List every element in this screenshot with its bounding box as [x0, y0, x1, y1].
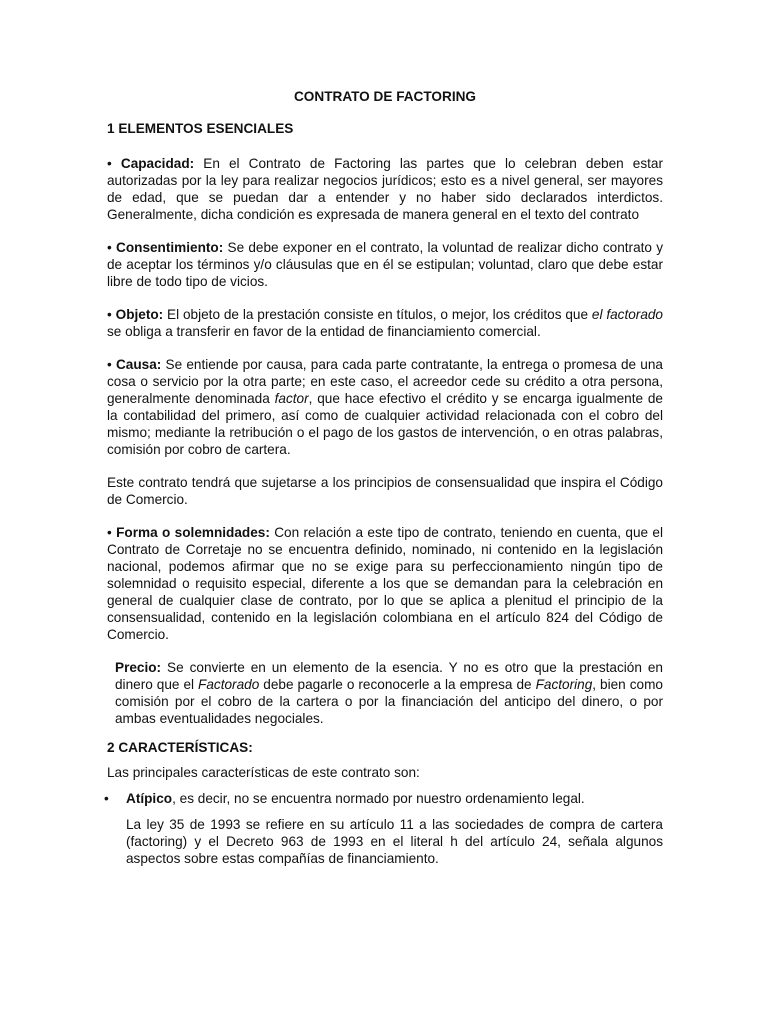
text-consentimiento: Se debe exponer en el contrato, la voluntad de realizar dicho contrato y de aceptar los términos y/o cláusulas que en él se estipulan; voluntad, claro que debe estar libre de todo tipo de vicios.	[107, 240, 664, 289]
text-forma: Con relación a este tipo de contrato, teniendo en cuenta, que el Contrato de Corretaje no se encuentra definido, nominado, ni contenido en la legislación nacional, podemos afirmar que no se exige para su perfeccionamiento ningún tipo de solemnidad o requisito especial, diferente a los que se demandan para la celebración en general de cualquier clase de contrato, por lo que se aplica a plenitud el principio de la consensualidad, contenido en la legislación colombiana en el artículo 824 del Código de Comercio.	[107, 525, 663, 642]
paragraph-causa	[107, 356, 663, 458]
paragraph-precio	[107, 659, 663, 727]
paragraph-forma	[107, 524, 663, 643]
text-atipico: , es decir, no se encuentra normado por nuestro ordenamiento legal.	[172, 791, 585, 806]
term-objeto: Objeto:	[115, 307, 164, 322]
bullet-marker: •	[107, 240, 112, 255]
section-heading-caracteristicas: 2 CARACTERÍSTICAS:	[107, 740, 253, 755]
term-consentimiento: Consentimiento:	[116, 240, 224, 255]
document-title: CONTRATO DE FACTORING	[293, 89, 476, 104]
bullet-marker: •	[104, 791, 109, 806]
text-causa-b: , que hace efectivo el crédito y se encarga igualmente de la contabilidad del primero, así como de cualquier actividad relacionada con el cobro del mismo; mediante la retribución o el pago de los gastos de intervención, o en otras palabras, comisión por cobro de cartera.	[107, 391, 663, 457]
term-forma: Forma o solemnidades:	[116, 525, 270, 540]
term-atipico: Atípico	[126, 791, 173, 806]
term-capacidad: Capacidad:	[120, 156, 195, 171]
paragraph-objeto	[107, 306, 663, 340]
paragraph-consentimiento	[107, 239, 663, 290]
text-precio-b: debe pagarle o reconocerle a la empresa de	[259, 677, 536, 692]
text-capacidad: En el Contrato de Factoring las partes que lo celebran deben estar autorizadas por la ley para realizar negocios jurídicos; esto es a nivel general, ser mayores de edad, que se puedan dar a entender y no haber sido declarados interdictos. Generalmente, dicha condición es expresada de manera general en el texto del contrato	[107, 156, 664, 222]
bullet-marker: •	[107, 357, 112, 372]
italic-factorado: el factorado	[591, 307, 663, 322]
italic-factoring: Factoring	[535, 677, 593, 692]
bullet-marker: •	[107, 156, 112, 171]
text-precio-c: , bien como comisión por el cobro de la cartera o por la financiación del anticipo del dinero, o por ambas eventualidades negociales.	[115, 677, 663, 726]
paragraph-intro-caracteristicas: Las principales características de este contrato son:	[107, 765, 420, 780]
document-page	[104, 88, 664, 867]
paragraph-consensualidad: Este contrato tendrá que sujetarse a los principios de consensualidad que inspira el Código de Comercio.	[107, 475, 663, 507]
text-precio-a: Se convierte en un elemento de la esencia. Y no es otro que la prestación en dinero que el	[115, 660, 663, 692]
bullet-marker: •	[107, 307, 112, 322]
bullet-marker: •	[107, 525, 112, 540]
section-heading-elementos: 1 ELEMENTOS ESENCIALES	[107, 121, 294, 136]
paragraph-capacidad	[107, 155, 663, 223]
italic-factor: factor	[274, 391, 309, 406]
list-item-atipico	[104, 790, 663, 807]
text-causa-a: Se entiende por causa, para cada parte contratante, la entrega o promesa de una cosa o servicio por la otra parte; en este caso, el acreedor cede su crédito a otra persona, generalmente denominada	[107, 357, 663, 406]
italic-factorado-2: Factorado	[198, 677, 260, 692]
text-objeto-a: El objeto de la prestación consiste en títulos, o mejor, los créditos que	[163, 307, 592, 322]
term-precio: Precio:	[115, 660, 162, 675]
term-causa: Causa:	[115, 357, 162, 372]
paragraph-atipico-detail: La ley 35 de 1993 se refiere en su artículo 11 a las sociedades de compra de cartera (factoring) y el Decreto 963 de 1993 en el literal h del artículo 24, señala algunos aspectos sobre estas compañías de financiamiento.	[126, 817, 663, 866]
text-objeto-b: se obliga a transferir en favor de la entidad de financiamiento comercial.	[107, 324, 541, 339]
